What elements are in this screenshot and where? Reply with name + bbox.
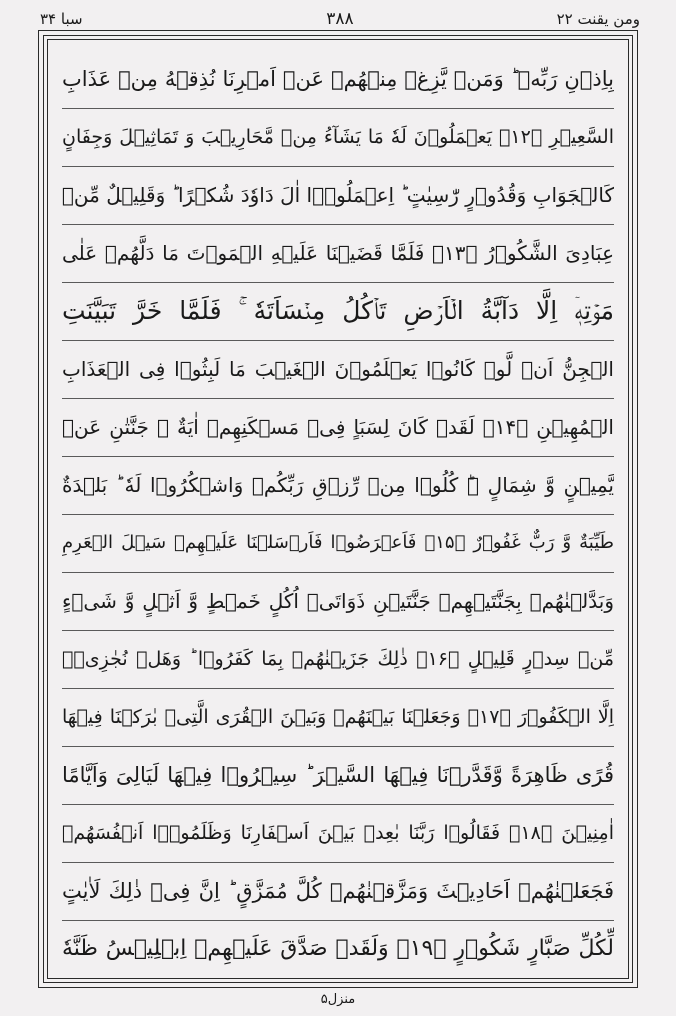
verse-line: فَجَعَلۡنٰهُمۡ اَحَادِیۡثَ وَمَزَّقۡنٰهُمۡ كُلَّ مُمَزَّقٍ ؕ اِنَّ فِیۡ ذٰلِكَ لَاٰیٰتٍ xyxy=(62,862,614,921)
verse-line: یَّمِیۡنٍ وَّ شِمَالٍ ۬ؕ كُلُوۡا مِنۡ رِّزۡقِ رَبِّكُمۡ وَاشۡكُرُوۡا لَهٗ ؕ بَلۡدَةٌ xyxy=(62,456,614,515)
page-number: ۳۸۸ xyxy=(326,9,354,29)
verse-line: عِبَادِیَ الشَّكُوۡرُ ﴿۱۳﴾ فَلَمَّا قَضَیۡنَا عَلَیۡهِ الۡمَوۡتَ مَا دَلَّهُمۡ عَلٰی xyxy=(62,224,614,283)
manzil-marker: منزل۵ xyxy=(320,992,356,1007)
verse-line: مَوۡتِهٖۤ اِلَّا دَآبَّةُ الۡاَرۡضِ تَاۡكُلُ مِنۡسَاَتَهٗ ۚ فَلَمَّا خَرَّ تَبَیَّنَتِ xyxy=(62,282,614,341)
verse-line: لِّكُلِّ صَبَّارٍ شَكُوۡرٍ ﴿۱۹﴾ وَلَقَدۡ صَدَّقَ عَلَیۡهِمۡ اِبۡلِیۡسُ ظَنَّهٗ xyxy=(62,936,614,961)
verse-line: وَبَدَّلۡنٰهُمۡ بِجَنَّتَیۡهِمۡ جَنَّتَیۡنِ ذَوَاتَیۡ اُكُلٍ خَمۡطٍ وَّ اَثۡلٍ وَّ شَیۡءٍ xyxy=(62,572,614,631)
surah-title: سبا ۳۴ xyxy=(40,10,83,28)
page-frame xyxy=(38,30,638,988)
page-frame-inner xyxy=(43,35,633,983)
verse-line: قُرًی ظَاهِرَةً وَّقَدَّرۡنَا فِیۡهَا السَّیۡرَ ؕ سِیۡرُوۡا فِیۡهَا لَیَالِیَ وَاَیَّامًا xyxy=(62,746,614,805)
verse-line: بِاِذۡنِ رَبِّهٖ ؕ وَمَنۡ یَّزِغۡ مِنۡهُمۡ عَنۡ اَمۡرِنَا نُذِقۡهُ مِنۡ عَذَابِ xyxy=(62,50,614,109)
text-area xyxy=(47,39,629,979)
verse-line: اِلَّا الۡكَفُوۡرَ ﴿۱۷﴾ وَجَعَلۡنَا بَیۡنَهُمۡ وَبَیۡنَ الۡقُرَی الَّتِیۡ بٰرَكۡنَا فِیۡهَا xyxy=(62,688,614,747)
verse-line: الۡمُهِیۡنِ ﴿۱۴﴾ لَقَدۡ كَانَ لِسَبَاٍ فِیۡ مَسۡكَنِهِمۡ اٰیَةٌ ۚ جَنَّتٰنِ عَنۡ xyxy=(62,398,614,457)
verse-line: اٰمِنِیۡنَ ﴿۱۸﴾ فَقَالُوۡا رَبَّنَا بٰعِدۡ بَیۡنَ اَسۡفَارِنَا وَظَلَمُوۡۤا اَنۡفُسَهُمۡ xyxy=(62,804,614,863)
verse-line: كَالۡجَوَابِ وَقُدُوۡرٍ رّٰسِیٰتٍ ؕ اِعۡمَلُوۡۤا اٰلَ دَاوٗدَ شُكۡرًا ؕ وَقَلِیۡلٌ مِّنۡ xyxy=(62,166,614,225)
verse-line: مِّنۡ سِدۡرٍ قَلِیۡلٍ ﴿۱۶﴾ ذٰلِكَ جَزَیۡنٰهُمۡ بِمَا كَفَرُوۡا ؕ وَهَلۡ نُجٰزِیۡۤ xyxy=(62,630,614,689)
juz-title: ومن یقنت ۲۲ xyxy=(556,10,640,28)
verse-lines xyxy=(62,50,614,968)
verse-line: الۡجِنُّ اَنۡ لَّوۡ كَانُوۡا یَعۡلَمُوۡنَ الۡغَیۡبَ مَا لَبِثُوۡا فِی الۡعَذَابِ xyxy=(62,340,614,399)
verse-line: السَّعِیۡرِ ﴿۱۲﴾ یَعۡمَلُوۡنَ لَهٗ مَا یَشَآءُ مِنۡ مَّحَارِیۡبَ وَ تَمَاثِیۡلَ وَجِفَانٍ xyxy=(62,108,614,167)
page-header xyxy=(40,6,640,32)
verse-line: طَیِّبَةٌ وَّ رَبٌّ غَفُوۡرٌ ﴿۱۵﴾ فَاَعۡرَضُوۡا فَاَرۡسَلۡنَا عَلَیۡهِمۡ سَیۡلَ الۡعَرِمِ xyxy=(62,514,614,573)
